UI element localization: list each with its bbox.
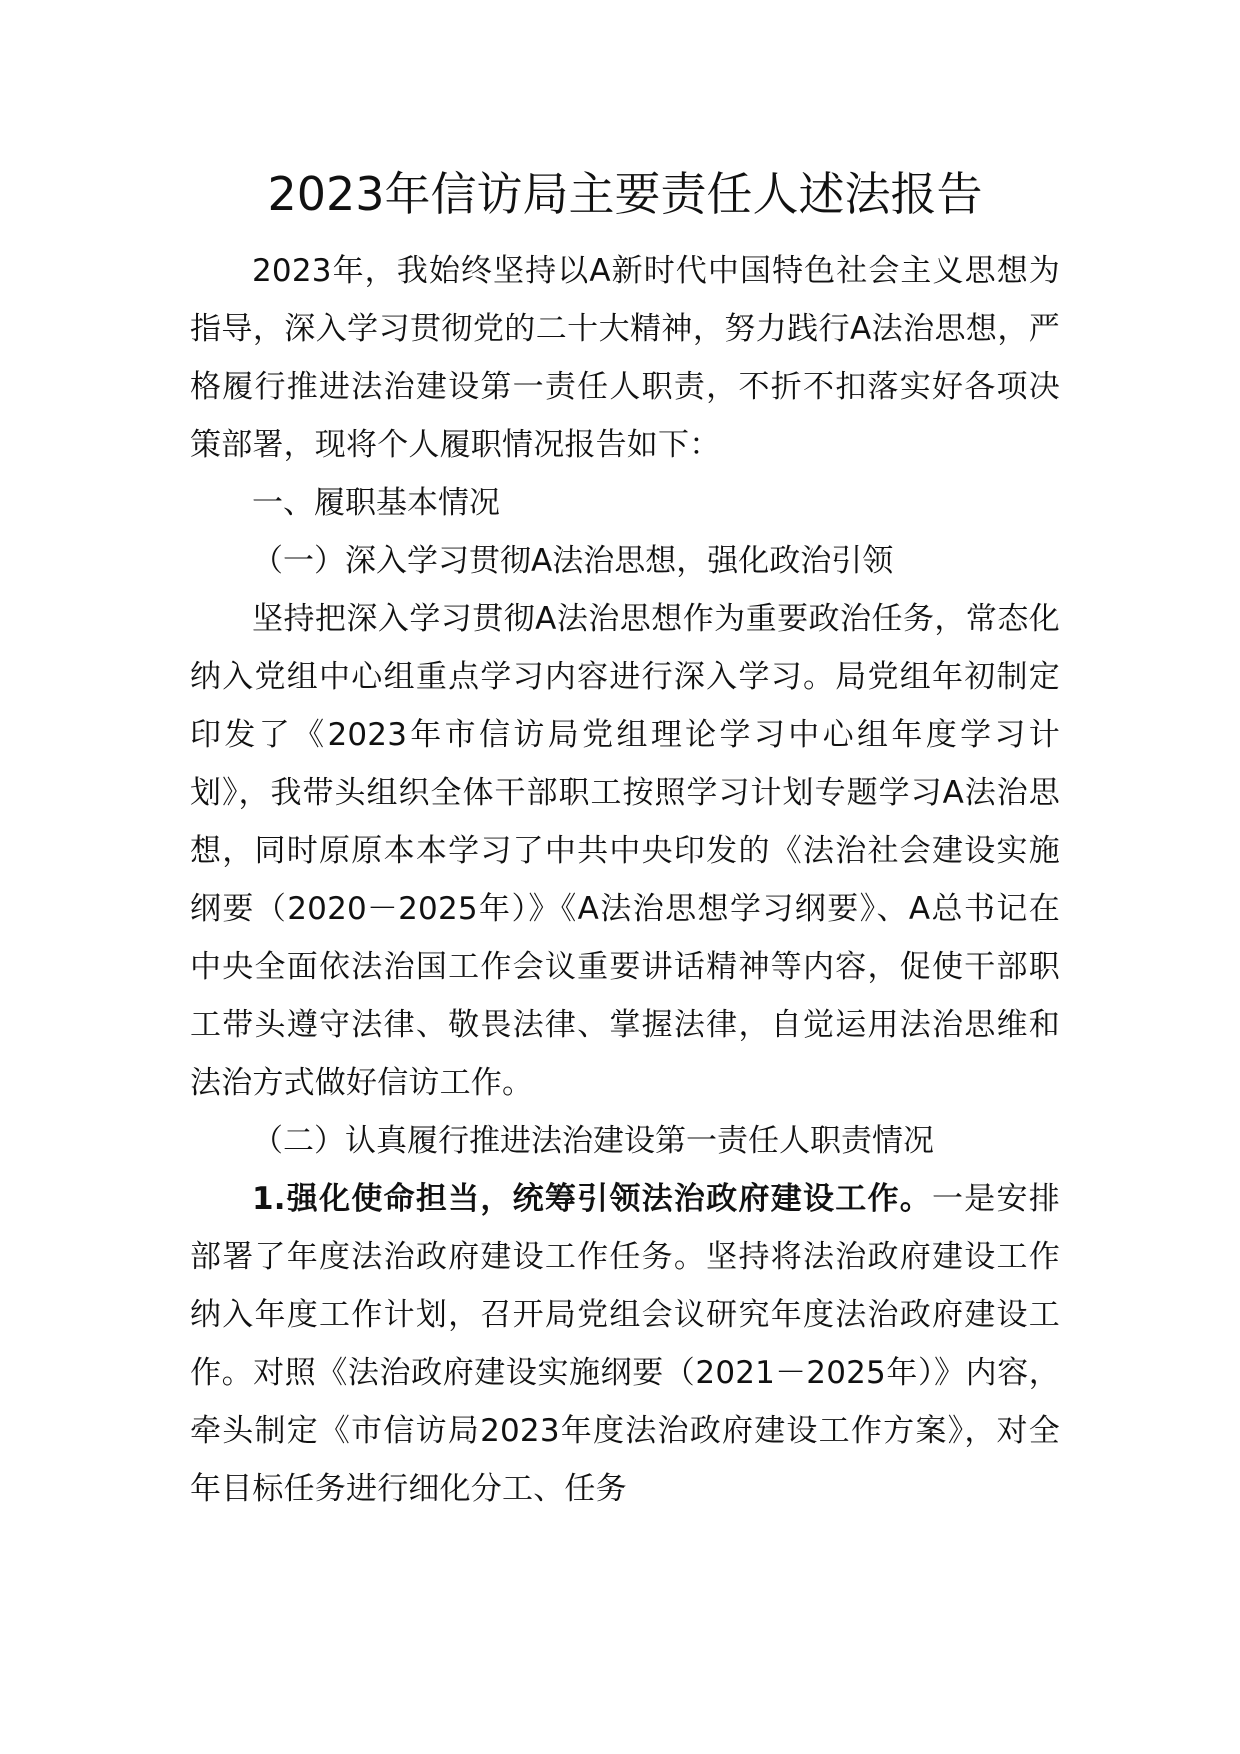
document-title: 2023年信访局主要责任人述法报告 (267, 167, 983, 221)
item-1-lead: 1.强化使命担当，统筹引领法治政府建设工作。 (252, 1181, 933, 1217)
section-heading-1: 一、履职基本情况 (252, 485, 500, 521)
item-1-paragraph (190, 1170, 1060, 1518)
document-body (190, 160, 1060, 1518)
intro-paragraph: 2023年，我始终坚持以A新时代中国特色社会主义思想为指导，深入学习贯彻党的二十大精神，努力践行A法治思想，严格履行推进法治建设第一责任人职责，不折不扣落实好各项决策部署，现将个人履职情况报告如下： (190, 253, 1060, 463)
item-1-body: 一是安排部署了年度法治政府建设工作任务。坚持将法治政府建设工作纳入年度工作计划，召开局党组会议研究年度法治政府建设工作。对照《法治政府建设实施纲要（2021－2025年）》内容，牵头制定《市信访局2023年度法治政府建设工作方案》，对全年目标任务进行细化分工、任务 (190, 1181, 1060, 1507)
subsection-heading-2: （二）认真履行推进法治建设第一责任人职责情况 (252, 1123, 934, 1159)
subsection-heading-1: （一）深入学习贯彻A法治思想，强化政治引领 (252, 543, 894, 579)
subsection-1-paragraph: 坚持把深入学习贯彻A法治思想作为重要政治任务，常态化纳入党组中心组重点学习内容进行深入学习。局党组年初制定印发了《2023年市信访局党组理论学习中心组年度学习计划》，我带头组织全体干部职工按照学习计划专题学习A法治思想，同时原原本本学习了中共中央印发的《法治社会建设实施纲要（2020－2025年）》《A法治思想学习纲要》、A总书记在中央全面依法治国工作会议重要讲话精神等内容，促使干部职工带头遵守法律、敬畏法律、掌握法律，自觉运用法治思维和法治方式做好信访工作。 (190, 601, 1060, 1101)
